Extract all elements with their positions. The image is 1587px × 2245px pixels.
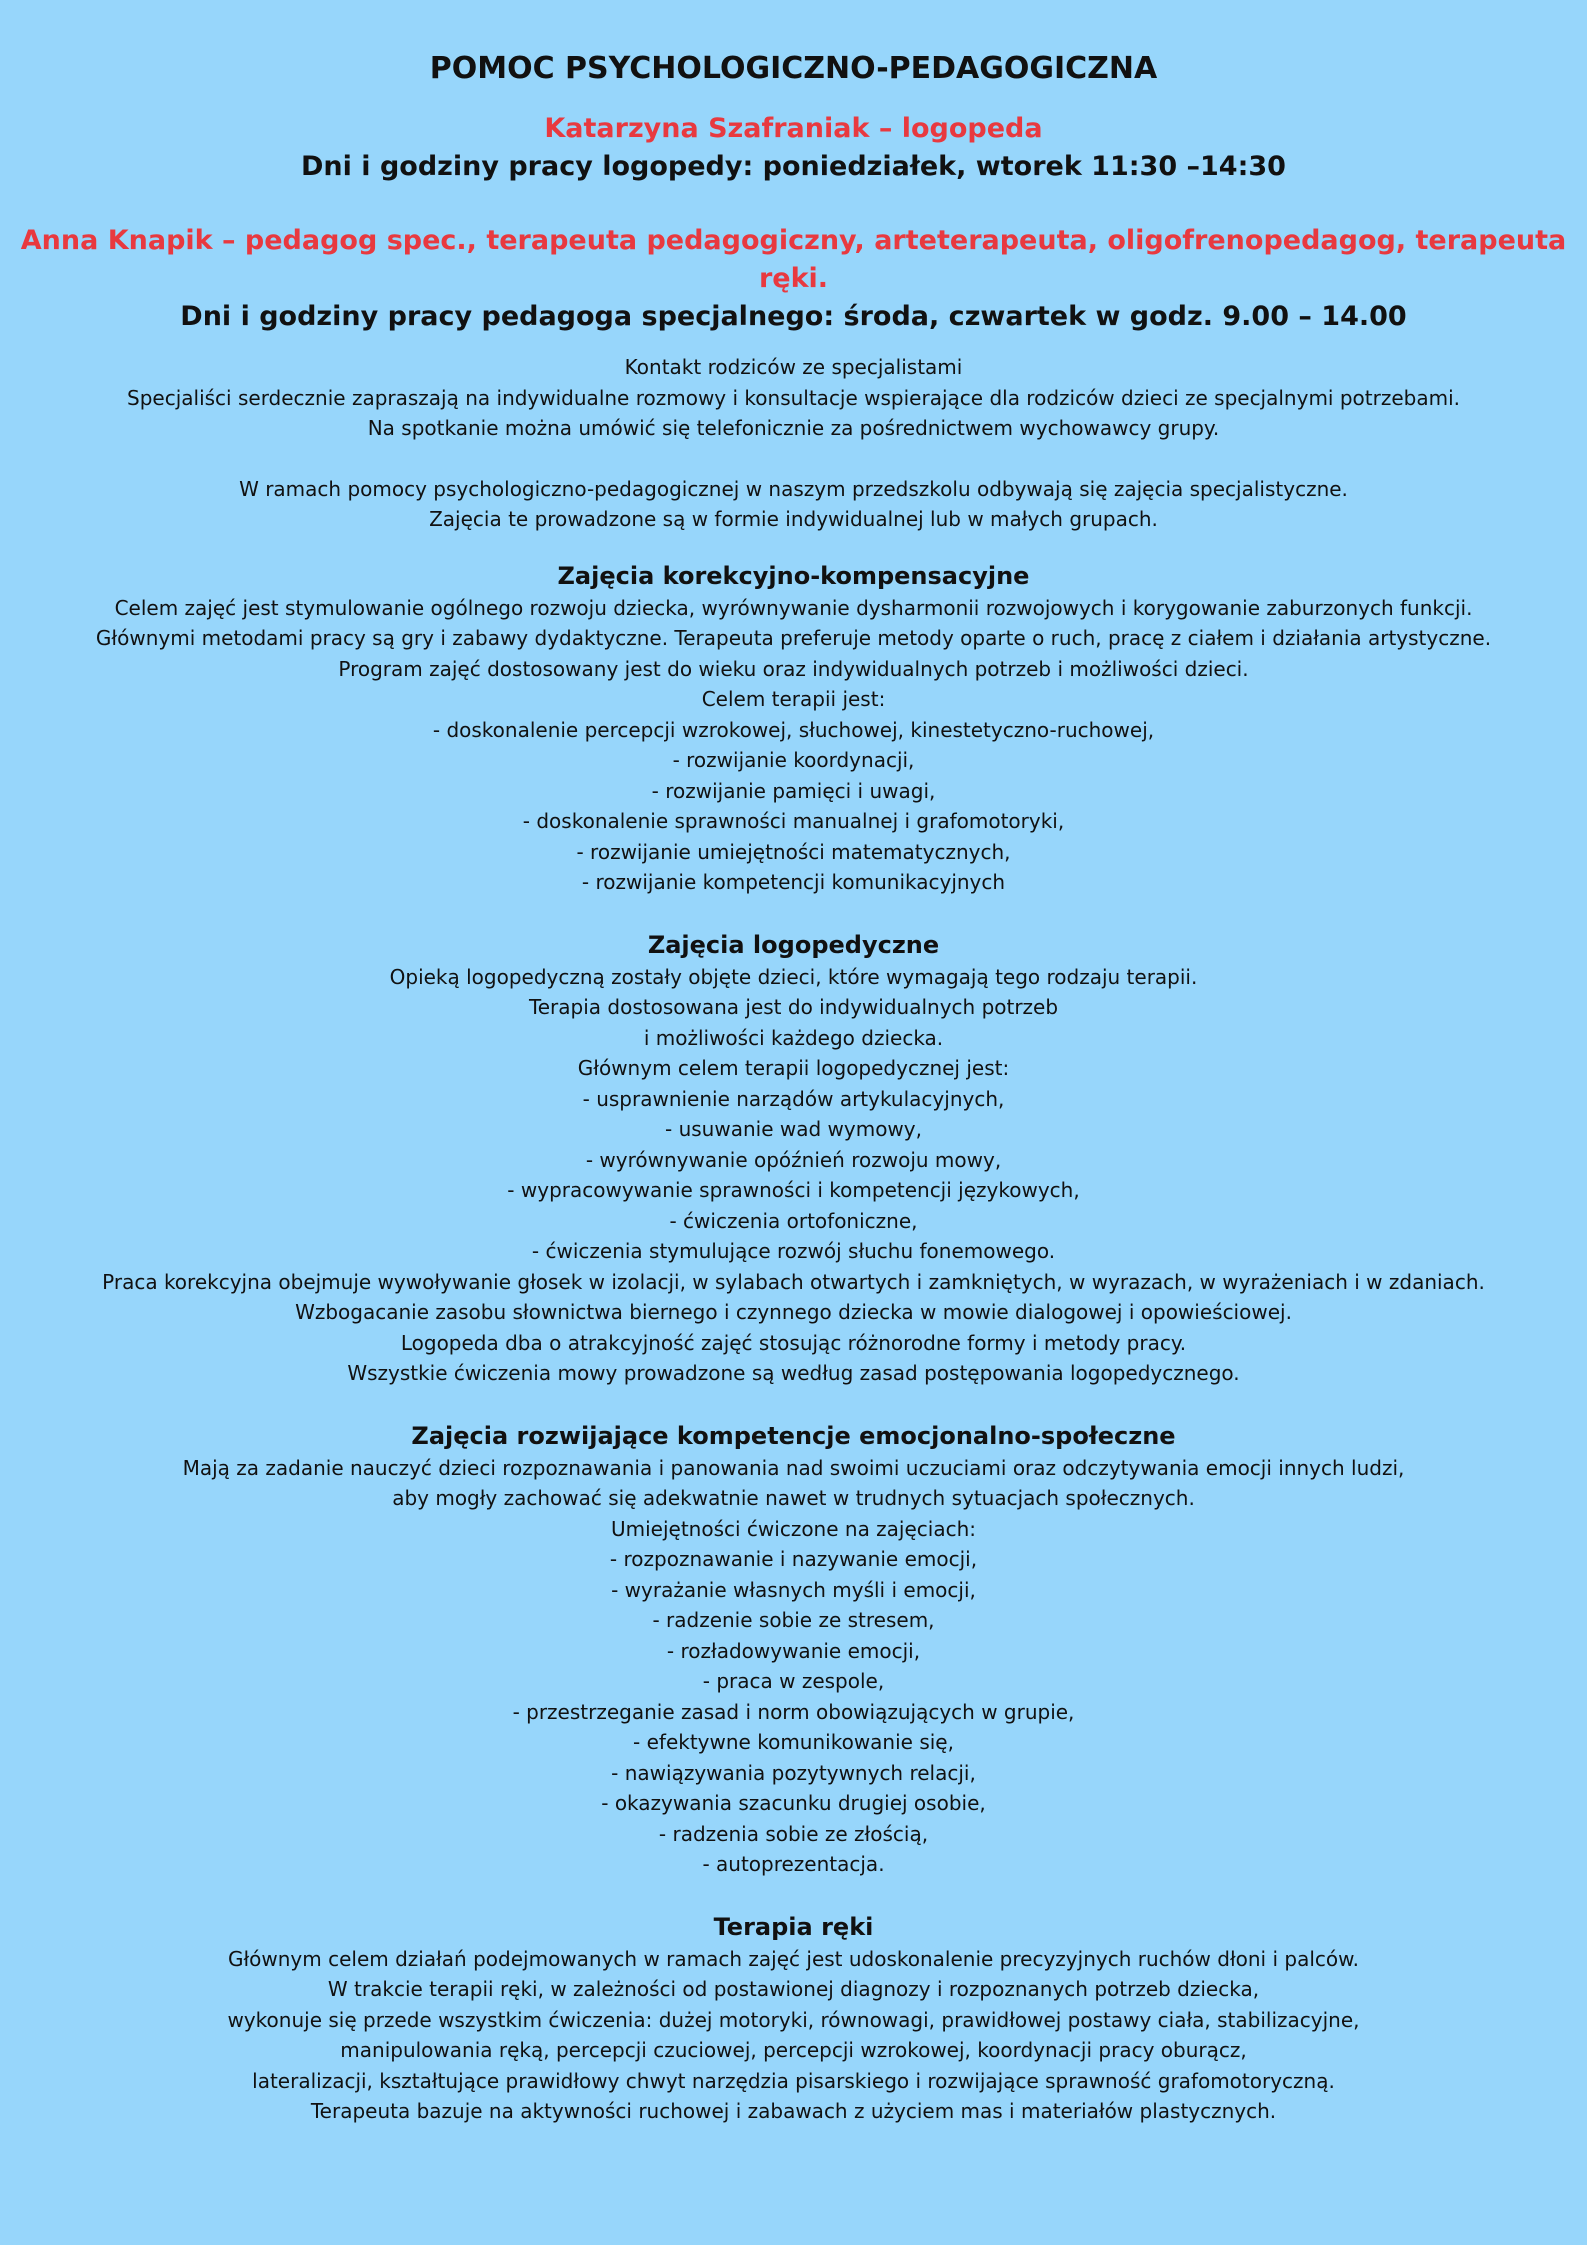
list-item: - radzenie sobie ze stresem,: [652, 1608, 935, 1632]
list-item: - doskonalenie sprawności manualnej i grafomotoryki,: [522, 809, 1065, 833]
list-item: - doskonalenie percepcji wzrokowej, słuchowej, kinestetyczno-ruchowej,: [432, 717, 1155, 742]
section-line: Głównym celem terapii logopedycznej jest:: [577, 1056, 1010, 1080]
list-item: - rozpoznawanie i nazywanie emocji,: [609, 1547, 978, 1571]
section-terapia-reki: [0, 1910, 1587, 2127]
specialist-pedagog-name: Anna Knapik – pedagog spec., terapeuta pedagogiczny, arteterapeuta, oligofrenopedagog, terapeuta ręki.: [20, 225, 1567, 294]
specialist-logopeda-name: Katarzyna Szafraniak – logopeda: [544, 113, 1043, 144]
section-line: Praca korekcyjna obejmuje wywoływanie głosek w izolacji, w sylabach otwartych i zamkniętych, w wyrazach, w wyrażeniach i w zdaniach.: [102, 1269, 1485, 1294]
section-line: i możliwości każdego dziecka.: [643, 1025, 944, 1050]
section-line: Mają za zadanie nauczyć dzieci rozpoznawania i panowania nad swoimi uczuciami oraz odczytywania emocji innych ludzi,: [182, 1455, 1405, 1480]
list-item: - usuwanie wad wymowy,: [665, 1117, 922, 1141]
section-line: wykonuje się przede wszystkim ćwiczenia: dużej motoryki, równowagi, prawidłowej postawy ciała, stabilizacyjne,: [227, 2007, 1360, 2032]
specialist-pedagog-hours: Dni i godziny pracy pedagoga specjalnego: środa, czwartek w godz. 9.00 – 14.00: [180, 301, 1407, 332]
intro-line: Zajęcia te prowadzone są w formie indywidualnej lub w małych grupach.: [429, 507, 1158, 531]
list-item: - rozładowywanie emocji,: [666, 1638, 921, 1663]
section-line: Wzbogacanie zasobu słownictwa biernego i czynnego dziecka w mowie dialogowej i opowieściowej.: [295, 1300, 1292, 1324]
contact-line: Na spotkanie można umówić się telefonicznie za pośrednictwem wychowawcy grupy.: [367, 416, 1220, 440]
list-item: - rozwijanie umiejętności matematycznych,: [576, 839, 1011, 864]
page-title: POMOC PSYCHOLOGICZNO-PEDAGOGICZNA: [429, 51, 1158, 86]
contact-heading: Kontakt rodziców ze specjalistami: [624, 355, 963, 379]
section-line: Terapeuta bazuje na aktywności ruchowej i zabawach z użyciem mas i materiałów plastycznych.: [310, 2099, 1277, 2123]
specialist-logopeda-hours: Dni i godziny pracy logopedy: poniedziałek, wtorek 11:30 –14:30: [301, 151, 1286, 182]
list-item: - ćwiczenia ortofoniczne,: [669, 1208, 918, 1233]
intro-line: W ramach pomocy psychologiczno-pedagogicznej w naszym przedszkolu odbywają się zajęcia specjalistyczne.: [239, 476, 1348, 501]
section-line: Wszystkie ćwiczenia mowy prowadzone są według zasad postępowania logopedycznego.: [347, 1361, 1240, 1385]
list-item: - ćwiczenia stymulujące rozwój słuchu fonemowego.: [531, 1239, 1056, 1263]
list-item: - nawiązywania pozytywnych relacji,: [611, 1760, 976, 1785]
list-item: - rozwijanie pamięci i uwagi,: [651, 778, 936, 803]
section-line: Celem terapii jest:: [701, 687, 886, 711]
section-line: Program zajęć dostosowany jest do wieku oraz indywidualnych potrzeb i możliwości dzieci.: [338, 656, 1249, 681]
section-title: Zajęcia logopedyczne: [647, 930, 940, 959]
list-item: - okazywania szacunku drugiej osobie,: [601, 1791, 986, 1815]
section-emocjonalno-spoleczne: [0, 1419, 1587, 1880]
list-item: - rozwijanie kompetencji komunikacyjnych: [581, 870, 1006, 894]
list-item: - wyrównywanie opóźnień rozwoju mowy,: [585, 1147, 1002, 1172]
section-line: Logopeda dba o atrakcyjność zajęć stosując różnorodne formy i metody pracy.: [400, 1330, 1187, 1355]
section-line: Celem zajęć jest stymulowanie ogólnego rozwoju dziecka, wyrównywanie dysharmonii rozwojowych i korygowanie zaburzonych funkcji.: [114, 595, 1473, 620]
list-item: - wyrażanie własnych myśli i emocji,: [611, 1577, 976, 1602]
list-item: - przestrzeganie zasad i norm obowiązujących w grupie,: [512, 1699, 1075, 1724]
section-line: W trakcie terapii ręki, w zależności od postawionej diagnozy i rozpoznanych potrzeb dziecka,: [327, 1977, 1260, 2001]
section-title: Zajęcia korekcyjno-kompensacyjne: [557, 561, 1030, 590]
section-line: Opieką logopedyczną zostały objęte dzieci, które wymagają tego rodzaju terapii.: [389, 964, 1198, 989]
list-item: - rozwijanie koordynacji,: [672, 748, 915, 772]
contact-block: [0, 352, 1587, 444]
section-line: manipulowania ręką, percepcji czuciowej, percepcji wzrokowej, koordynacji pracy oburącz,: [340, 2038, 1247, 2062]
section-title: Zajęcia rozwijające kompetencje emocjonalno-społeczne: [411, 1421, 1176, 1450]
section-line: lateralizacji, kształtujące prawidłowy chwyt narzędzia pisarskiego i rozwijające sprawność grafomotoryczną.: [252, 2068, 1335, 2093]
section-line: Umiejętności ćwiczone na zajęciach:: [610, 1516, 977, 1541]
section-title: Terapia ręki: [713, 1912, 874, 1941]
list-item: - autoprezentacja.: [702, 1852, 885, 1876]
section-line: Terapia dostosowana jest do indywidualnych potrzeb: [528, 995, 1059, 1019]
contact-line: Specjaliści serdecznie zapraszają na indywidualne rozmowy i konsultacje wspierające dla rodziców dzieci ze specjalnymi potrzebami.: [127, 385, 1460, 410]
section-logopedyczne: [0, 928, 1587, 1389]
list-item: - praca w zespole,: [702, 1669, 885, 1693]
list-item: - usprawnienie narządów artykulacyjnych,: [582, 1086, 1005, 1111]
intro-block: [0, 474, 1587, 535]
section-line: Głównym celem działań podejmowanych w ramach zajęć jest udoskonalenie precyzyjnych ruchów dłoni i palców.: [227, 1946, 1359, 1971]
list-item: - wypracowywanie sprawności i kompetencji językowych,: [507, 1178, 1080, 1202]
list-item: - radzenia sobie ze złością,: [658, 1821, 929, 1846]
section-line: Głównymi metodami pracy są gry i zabawy dydaktyczne. Terapeuta preferuje metody oparte o ruch, pracę z ciałem i działania artystyczne.: [95, 626, 1492, 650]
section-korekcyjno-kompensacyjne: [0, 559, 1587, 898]
section-line: aby mogły zachować się adekwatnie nawet w trudnych sytuacjach społecznych.: [392, 1486, 1195, 1510]
list-item: - efektywne komunikowanie się,: [633, 1730, 954, 1754]
